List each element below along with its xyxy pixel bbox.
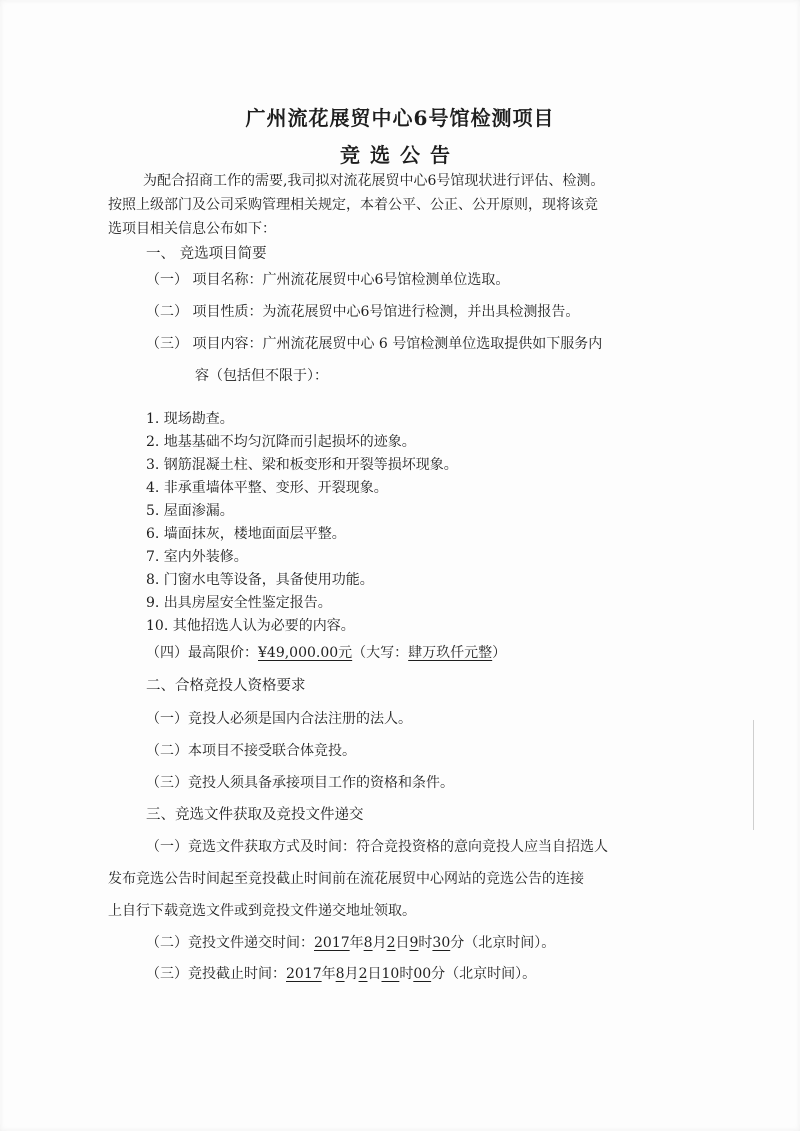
qualification-item: （三）竞投人须具备承接项目工作的资格和条件。 [146,775,454,791]
service-item: 4. 非承重墙体平整、变形、开裂现象。 [146,480,388,496]
service-item: 10. 其他招选人认为必要的内容。 [146,618,355,634]
max-price-amount: ¥49,000.00元 [258,645,353,661]
submission-time-line [146,934,555,952]
max-price-line [146,644,506,662]
year-unit: 年 [349,935,364,951]
document-subtitle: 竞选公告 [340,143,460,167]
file-access-line-2: 发布竞选公告时间起至竞投截止时间前在流花展贸中心网站的竞选公告的连接 [108,871,584,887]
service-item: 7. 室内外装修。 [146,549,248,565]
service-item: 2. 地基基础不均匀沉降而引起损坏的迹象。 [146,434,416,450]
max-price-capital: 肆万玖仟元整 [408,645,493,661]
service-item: 6. 墙面抹灰，楼地面面层平整。 [146,526,346,542]
deadline-day: 2 [358,966,368,982]
submission-hour: 9 [409,935,419,951]
scan-artifact-line [753,720,754,830]
submission-minute: 30 [432,935,451,951]
qualification-item: （二）本项目不接受联合体竞投。 [146,743,356,759]
section-1-heading: 一、 竞选项目简要 [146,246,267,262]
day-unit: 日 [395,935,410,951]
file-access-line-3: 上自行下载竞选文件或到竞投文件递交地址领取。 [108,903,416,919]
intro-line-2: 按照上级部门及公司采购管理相关规定，本着公平、公正、公开原则，现将该竞 [108,197,598,213]
max-price-label: （四）最高限价： [146,645,258,661]
month-unit: 月 [344,966,359,982]
service-item: 5. 屋面渗漏。 [146,503,234,519]
day-unit: 日 [367,966,382,982]
minute-unit: 分（北京时间）。 [431,966,537,982]
deadline-year: 2017 [286,966,322,982]
service-item: 1. 现场勘查。 [146,411,234,427]
service-item: 3. 钢筋混凝土柱、梁和板变形和开裂等损坏现象。 [146,457,458,473]
hour-unit: 时 [399,966,414,982]
max-price-close: ） [492,645,507,661]
project-content-item: （三） 项目内容：广州流花展贸中心 6 号馆检测单位选取提供如下服务内 [146,336,603,352]
submission-year: 2017 [314,935,350,951]
deadline-line [146,965,536,983]
month-unit: 月 [372,935,387,951]
qualification-item: （一）竞投人必须是国内合法注册的法人。 [146,711,412,727]
intro-line-3: 选项目相关信息公布如下： [108,221,276,237]
minute-unit: 分（北京时间）。 [450,935,556,951]
hour-unit: 时 [418,935,433,951]
section-2-heading: 二、合格竞投人资格要求 [146,678,306,694]
deadline-month: 8 [335,966,345,982]
year-unit: 年 [321,966,336,982]
submission-month: 8 [363,935,373,951]
submission-day: 2 [386,935,396,951]
service-item: 9. 出具房屋安全性鉴定报告。 [146,595,332,611]
file-access-line-1: （一）竞选文件获取方式及时间：符合竞投资格的意向竞投人应当自招选人 [146,839,608,855]
service-item: 8. 门窗水电等设备，具备使用功能。 [146,572,374,588]
section-3-heading: 三、竞选文件获取及竞投文件递交 [146,807,364,823]
deadline-minute: 00 [413,966,432,982]
project-content-continued: 容（包括但不限于）： [195,368,328,384]
document-title: 广州流花展贸中心6号馆检测项目 [245,106,555,130]
submission-time-label: （二）竞投文件递交时间： [146,935,314,951]
deadline-hour: 10 [381,966,400,982]
project-name-item: （一） 项目名称：广州流花展贸中心6号馆检测单位选取。 [146,272,510,288]
max-price-capital-label: （大写： [352,645,409,661]
deadline-label: （三）竞投截止时间： [146,966,286,982]
intro-line-1: 为配合招商工作的需要,我司拟对流花展贸中心6号馆现状进行评估、检测。 [143,173,605,189]
project-nature-item: （二） 项目性质：为流花展贸中心6号馆进行检测，并出具检测报告。 [146,304,580,320]
